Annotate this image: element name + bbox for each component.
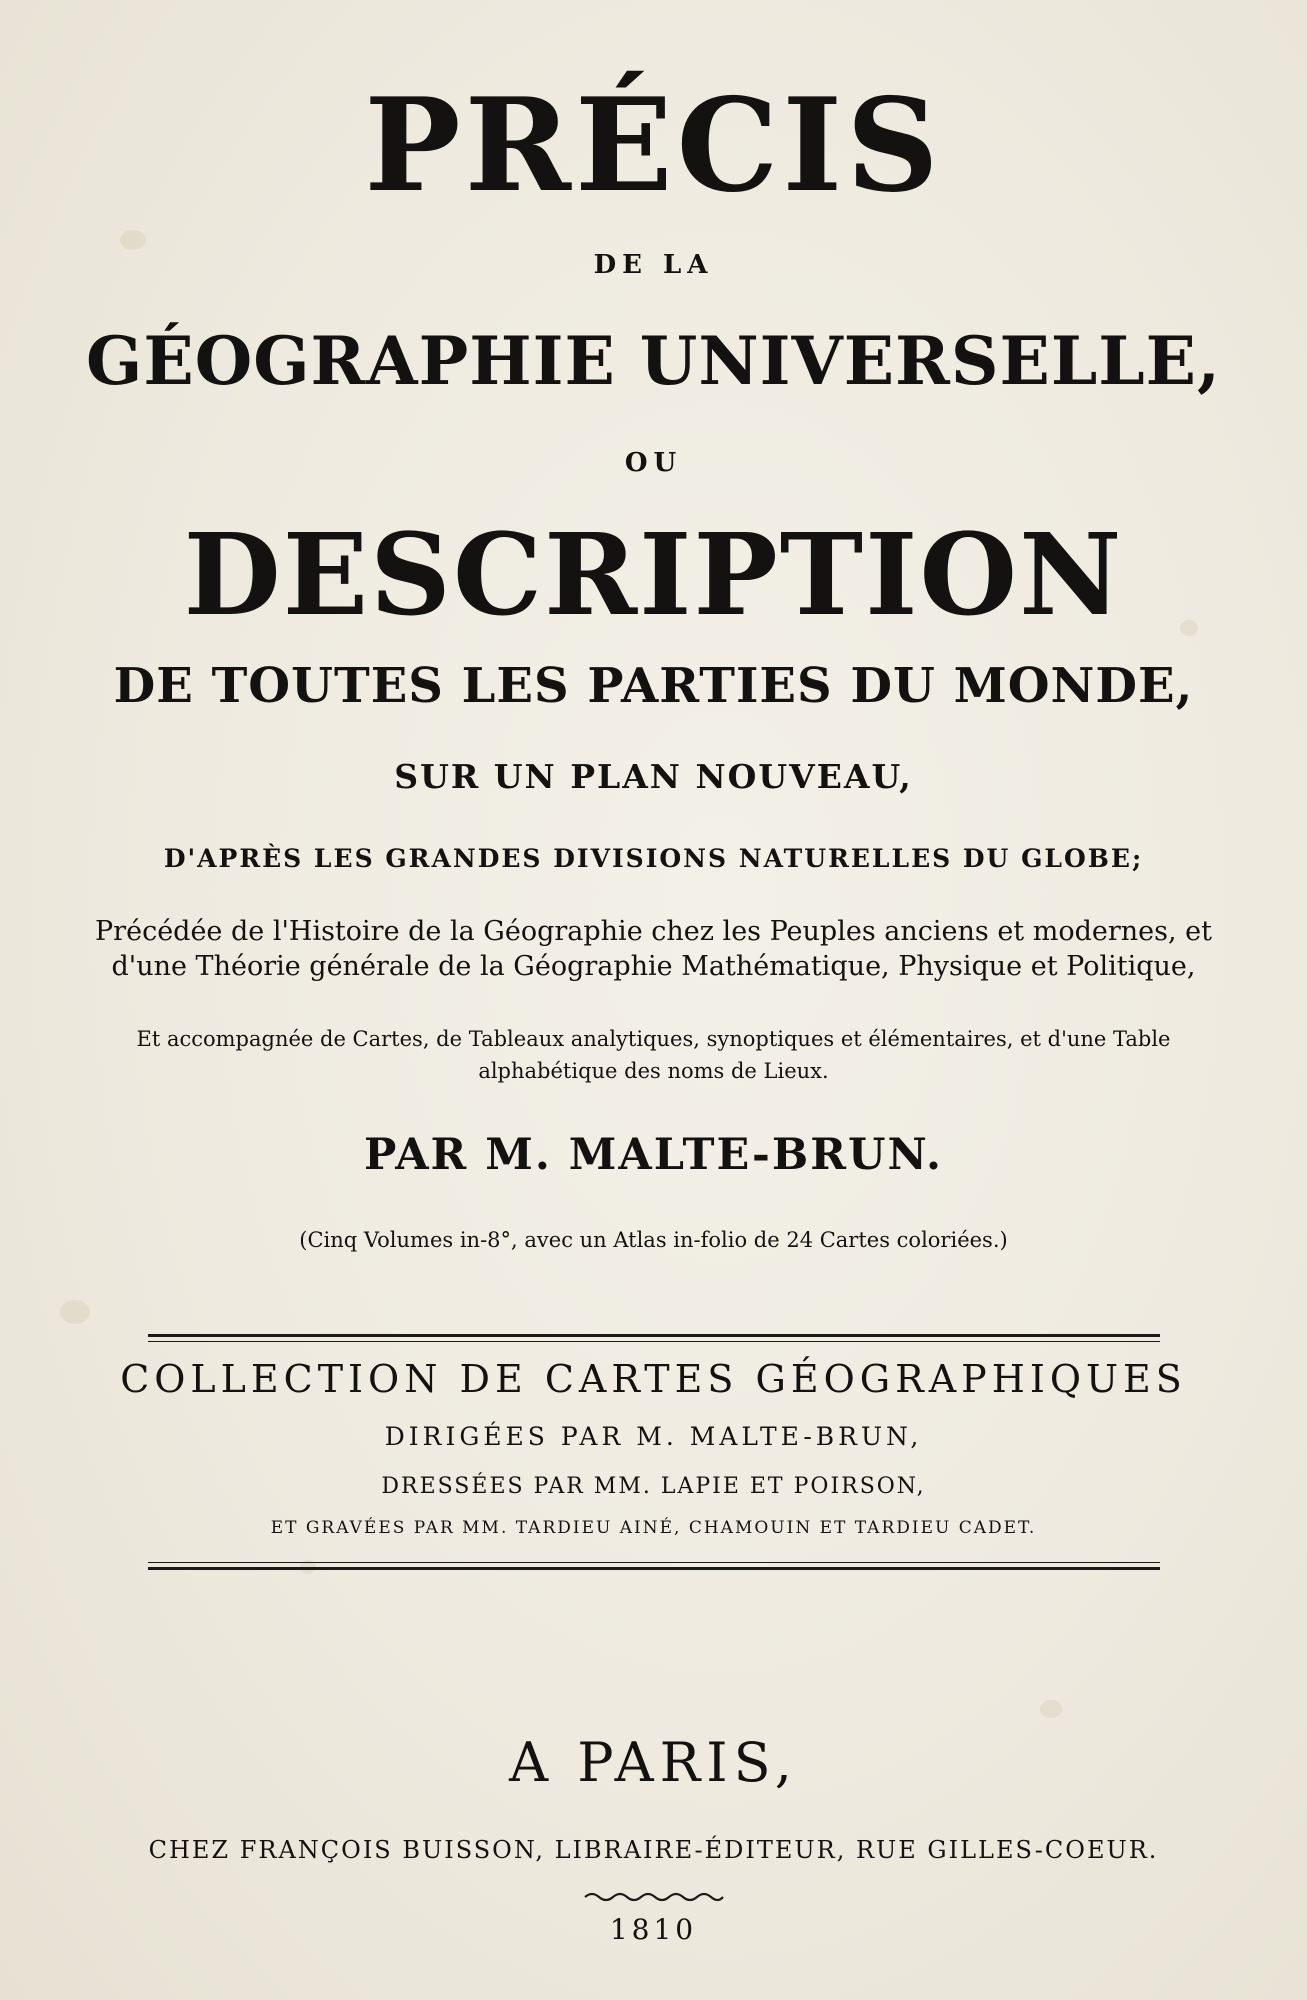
imprint-city: A PARIS, xyxy=(509,1731,798,1794)
collection-directed-by: DIRIGÉES PAR M. MALTE-BRUN, xyxy=(384,1422,923,1451)
title-connector-ou: OU xyxy=(624,448,683,478)
imprint-publisher: CHEZ FRANÇOIS BUISSON, LIBRAIRE-ÉDITEUR, RUE GILLES-COEUR. xyxy=(148,1836,1159,1864)
collection-drawn-by: DRESSÉES PAR MM. LAPIE ET POIRSON, xyxy=(381,1474,926,1499)
title-connector-de-la: DE LA xyxy=(593,250,714,280)
alternative-title: DESCRIPTION xyxy=(183,510,1124,641)
book-subtitle: GÉOGRAPHIE UNIVERSELLE, xyxy=(86,322,1221,400)
title-line-plan: SUR UN PLAN NOUVEAU, xyxy=(394,757,913,796)
preceded-paragraph: Précédée de l'Histoire de la Géographie chez les Peuples anciens et modernes, et d'une Théorie générale de la Géographie Mathématique, Physique et Politique, xyxy=(95,916,1212,983)
volumes-note: (Cinq Volumes in-8°, avec un Atlas in-folio de 24 Cartes coloriées.) xyxy=(299,1228,1008,1252)
top-double-rule xyxy=(148,1334,1160,1342)
wavy-ornament xyxy=(583,1890,725,1904)
paper-stain xyxy=(1040,1700,1062,1718)
bottom-double-rule xyxy=(148,1562,1160,1570)
paper-stain xyxy=(120,230,146,250)
title-line-divisions: D'APRÈS LES GRANDES DIVISIONS NATURELLES DU GLOBE; xyxy=(163,844,1144,873)
title-line-parties: DE TOUTES LES PARTIES DU MONDE, xyxy=(113,658,1194,714)
collection-engraved-by: ET GRAVÉES PAR MM. TARDIEU AINÉ, CHAMOUIN ET TARDIEU CADET. xyxy=(270,1518,1037,1538)
collection-title: COLLECTION DE CARTES GÉOGRAPHIQUES xyxy=(120,1357,1187,1401)
accompanied-paragraph: Et accompagnée de Cartes, de Tableaux analytiques, synoptiques et élémentaires, et d'une Table alphabétique des noms de Lieux. xyxy=(136,1027,1171,1083)
book-title: PRÉCIS xyxy=(364,71,943,221)
paper-stain xyxy=(60,1300,90,1324)
imprint-year: 1810 xyxy=(609,1913,698,1946)
author-line: PAR M. MALTE-BRUN. xyxy=(363,1130,944,1180)
